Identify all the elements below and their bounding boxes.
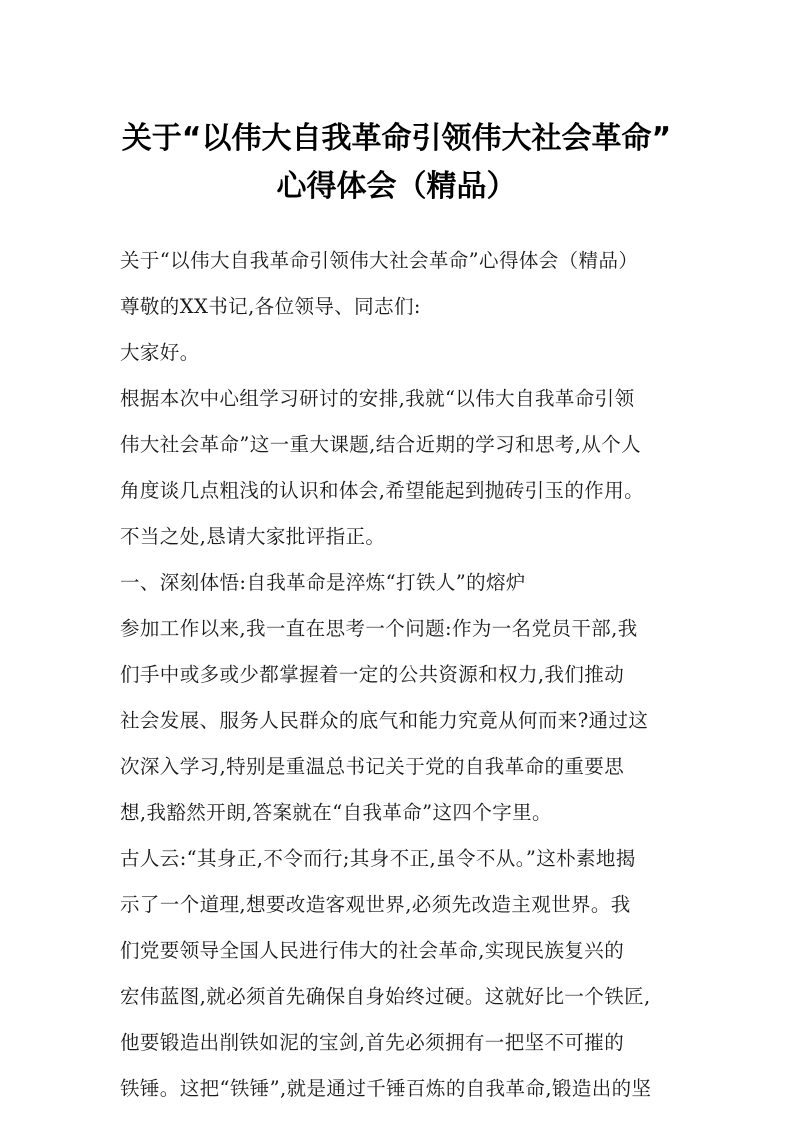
paragraph-line: 参加工作以来,我一直在思考一个问题:作为一名党员干部,我	[120, 617, 638, 640]
paragraph-line: 伟大社会革命”这一重大课题,结合近期的学习和思考,从个人	[120, 433, 642, 456]
paragraph-line: 古人云:“其身正,不令而行;其身不正,虽令不从。”这朴素地揭	[120, 847, 636, 870]
document-title-line-2: 心得体会（精品）	[276, 169, 517, 204]
greeting-line: 大家好。	[120, 341, 200, 364]
paragraph-line: 社会发展、服务人民群众的底气和能力究竟从何而来?通过这	[120, 709, 649, 732]
paragraph-line: 想,我豁然开朗,答案就在“自我革命”这四个字里。	[120, 801, 552, 824]
paragraph-line: 铁锤。这把“铁锤”,就是通过千锤百炼的自我革命,锻造出的坚	[120, 1077, 652, 1100]
subtitle-line: 关于“以伟大自我革命引领伟大社会革命”心得体会（精品）	[120, 249, 639, 272]
paragraph-line: 角度谈几点粗浅的认识和体会,希望能起到抛砖引玉的作用。	[120, 479, 644, 502]
paragraph-line: 们手中或多或少都掌握着一定的公共资源和权力,我们推动	[120, 663, 625, 686]
salutation-line: 尊敬的XX书记,各位领导、同志们:	[120, 295, 421, 318]
document-title-line-1: 关于“以伟大自我革命引领伟大社会革命”	[121, 121, 672, 156]
paragraph-line: 示了一个道理,想要改造客观世界,必须先改造主观世界。我	[120, 893, 631, 916]
paragraph-line: 宏伟蓝图,就必须首先确保自身始终过硬。这就好比一个铁匠,	[120, 985, 651, 1008]
paragraph-line: 们党要领导全国人民进行伟大的社会革命,实现民族复兴的	[120, 939, 625, 962]
section-heading-line: 一、深刻体悟:自我革命是淬炼“打铁人”的熔炉	[120, 571, 526, 594]
paragraph-line: 次深入学习,特别是重温总书记关于党的自我革命的重要思	[120, 755, 625, 778]
paragraph-line: 不当之处,恳请大家批评指正。	[120, 525, 386, 548]
paragraph-line: 根据本次中心组学习研讨的安排,我就“以伟大自我革命引领	[120, 387, 635, 410]
paragraph-line: 他要锻造出削铁如泥的宝剑,首先必须拥有一把坚不可摧的	[120, 1031, 625, 1054]
